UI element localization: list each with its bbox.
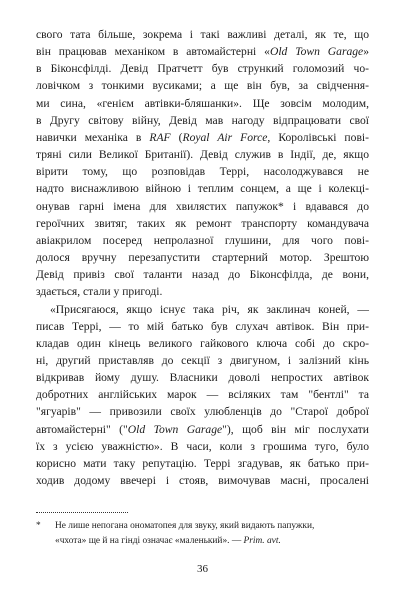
footnote	[36, 519, 369, 548]
text-line: свого тата більше, зокрема і такі важливі деталі, як те, що	[36, 28, 369, 41]
text-line: навички механіка в RAF (Royal Air Force, Королівські пові-	[36, 130, 369, 144]
footnote-text: «чхота» ще й на гінді означає «маленький». —	[55, 535, 244, 546]
text-line: кладав один кінець великого гайкового ключа собі до скро-	[36, 336, 369, 350]
footnote-marker: *	[36, 521, 41, 531]
text-line: надто виснажливою війною і теплим сонцем, а ще і колекці-	[36, 182, 369, 196]
text-line: вірити тому, що розповідав Террі, насолоджувався не	[36, 165, 369, 179]
text-line: героїчних звитяг, таких як ремонт транспорту командувача	[36, 216, 369, 230]
footnote-attribution: Prim. avt.	[243, 535, 281, 546]
text-line: ми сина, «генієм автівки-бляшанки». Ще зовсім молодим,	[36, 96, 369, 110]
text-line: «Присягаюся, якщо існує така річ, як заклинач коней, —	[50, 302, 369, 316]
text-line: їх з усією уважністю». В часи, коли з грошима туго, було	[36, 439, 369, 453]
text-line: відкривав йому душу. Власники доволі непростих автівок	[36, 371, 369, 385]
text-line: здається, стали у пригоді.	[36, 285, 163, 299]
text-line: тряні сили Великої Британії). Девід служив в Індії, де, якщо	[36, 148, 369, 162]
text-line: ловічком з тонкими вусиками; а ще він був, за свідчення-	[36, 79, 369, 93]
footnote-text: Не лише непогана ономатопея для звуку, який видають папужки,	[55, 521, 315, 531]
footnote-line	[36, 534, 369, 549]
text-line: добротних англійських марок — всіляких там "бентлі" та	[36, 388, 369, 402]
text-line: він працював механіком в автомайстерні «Old Town Garage»	[36, 45, 369, 59]
text-line: в Біконсфілді. Девід Пратчетт був стрункий голомозий чо-	[36, 62, 369, 76]
footnote-separator	[36, 512, 128, 513]
text-line: авіакрилом посеред непролазної глушини, для чого пові-	[36, 233, 369, 247]
text-line: ходив додому ввечері і стояв, вимочував масні, просалені	[36, 474, 369, 488]
text-line: в Другу світову війну, Девід мав нагоду відпрацювати свої	[36, 113, 369, 127]
text-line: автомайстерні" ("Old Town Garage"), щоб він міг послухати	[36, 422, 370, 436]
text-line: писав Террі, — то мій батько був слухач автівок. Він при-	[36, 319, 369, 333]
text-line: Девід привіз свої таланти назад до Біконсфілда, де вони,	[36, 268, 369, 282]
text-line: ні, другий приставляв до секції з двигуном, і залізний кінь	[36, 353, 369, 367]
text-line: корисно мати таку репутацію. Террі згадував, як батько при-	[36, 456, 369, 470]
body-text	[36, 26, 369, 489]
page-number: 36	[197, 563, 208, 575]
text-line: онував гарні імена для хвилястих папужок* і вдавався до	[36, 199, 369, 213]
text-line: долося вручну перезапустити стартерний мотор. Зрештою	[36, 251, 369, 265]
footnote-line	[36, 519, 369, 534]
text-line: "ягуарів" — привозили своїх улюбленців до "Старої доброї	[36, 405, 369, 419]
